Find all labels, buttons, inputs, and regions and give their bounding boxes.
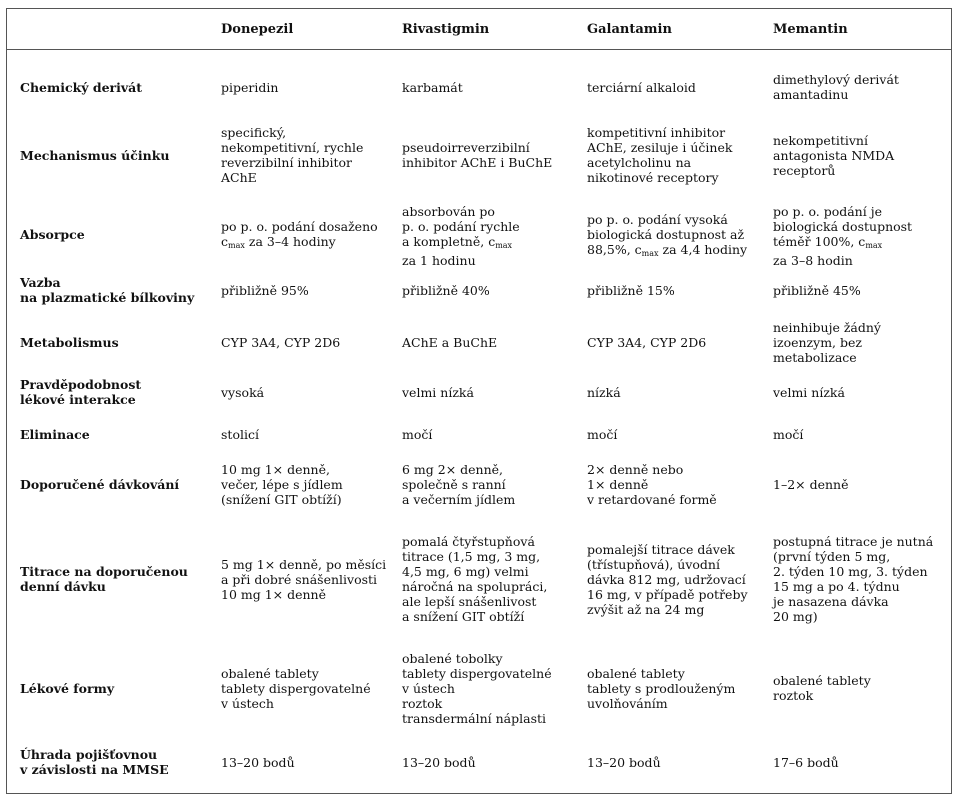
row-label: Úhrada pojišťovnou v závislosti na MMSE <box>20 747 169 777</box>
table-cell: nízká <box>587 384 621 400</box>
table-cell: 1–2× denně <box>773 476 849 492</box>
table-cell: CYP 3A4, CYP 2D6 <box>221 334 341 350</box>
table-cell: 6 mg 2× denně, společně s ranní a večerním jídlem <box>402 461 516 507</box>
table-cell: velmi nízká <box>402 384 474 400</box>
header-divider <box>7 49 951 50</box>
column-header-galantamin: Galantamin <box>587 21 672 37</box>
table-cell: vysoká <box>221 384 265 400</box>
table-cell: pomalá čtyřstupňová titrace (1,5 mg, 3 mg, 4,5 mg, 6 mg) velmi náročná na spolupráci, ale lepší snášenlivost a snížení GIT obtíží <box>402 534 548 624</box>
table-cell: přibližně 40% <box>402 282 490 298</box>
table-cell: po p. o. podání je biologická dostupnost téměř 100%, $c_{max}$ za 3–8 hodin <box>773 204 913 268</box>
table-cell: nekompetitivní antagonista NMDA receptorů <box>773 132 895 178</box>
table-cell: přibližně 15% <box>587 282 675 298</box>
table-cell: močí <box>587 426 618 442</box>
table-cell: CYP 3A4, CYP 2D6 <box>587 334 707 350</box>
table-cell: postupná titrace je nutná (první týden 5 mg, 2. týden 10 mg, 3. týden 15 mg a po 4. týdnu je nasazena dávka 20 mg) <box>773 534 934 624</box>
table-cell: kompetitivní inhibitor AChE, zesiluje i účinek acetylcholinu na nikotinové receptory <box>587 125 733 185</box>
table-cell: 10 mg 1× denně, večer, lépe s jídlem (snížení GIT obtíží) <box>221 461 343 507</box>
table-cell: 5 mg 1× denně, po měsíci a při dobré snášenlivosti 10 mg 1× denně <box>221 556 387 602</box>
table-cell: obalené tobolky tablety dispergovatelné v ústech roztok transdermální náplasti <box>402 650 552 726</box>
table-cell: močí <box>402 426 433 442</box>
table-cell: obalené tablety tablety s prodlouženým uvolňováním <box>587 665 736 711</box>
row-label: Titrace na doporučenou denní dávku <box>20 564 188 594</box>
column-header-rivastigmin: Rivastigmin <box>402 21 490 37</box>
table-cell: AChE a BuChE <box>402 334 498 350</box>
row-label: Chemický derivát <box>20 79 143 95</box>
table-cell: piperidin <box>221 79 279 95</box>
table-cell: 13–20 bodů <box>587 754 661 770</box>
table-cell: 13–20 bodů <box>402 754 476 770</box>
row-label: Lékové formy <box>20 680 115 696</box>
row-label: Absorpce <box>20 226 85 242</box>
table-cell: přibližně 95% <box>221 282 309 298</box>
table-cell: 13–20 bodů <box>221 754 295 770</box>
table-cell: dimethylový derivát amantadinu <box>773 72 899 102</box>
row-label: Doporučené dávkování <box>20 476 180 492</box>
column-header-memantin: Memantin <box>773 21 848 37</box>
table-cell: 2× denně nebo 1× denně v retardované formě <box>587 461 717 507</box>
row-label: Eliminace <box>20 426 90 442</box>
column-header-donepezil: Donepezil <box>221 21 294 37</box>
table-cell: absorbován po p. o. podání rychle a kompletně, $c_{max}$ za 1 hodinu <box>402 204 520 268</box>
drug-comparison-table <box>6 8 952 794</box>
table-cell: obalené tablety roztok <box>773 673 871 703</box>
row-label: Mechanismus účinku <box>20 147 170 163</box>
table-cell: močí <box>773 426 804 442</box>
table-cell: neinhibuje žádný izoenzym, bez metabolizace <box>773 319 881 365</box>
table-cell: pomalejší titrace dávek (třístupňová), úvodní dávka 812 mg, udržovací 16 mg, v případě potřeby zvýšit až na 24 mg <box>587 541 748 617</box>
table-cell: specifický, nekompetitivní, rychle reverzibilní inhibitor AChE <box>221 125 364 185</box>
row-label: Metabolismus <box>20 334 119 350</box>
table-cell: po p. o. podání dosaženo $c_{max}$ za 3–4 hodiny <box>221 219 378 250</box>
row-label: Pravděpodobnost lékové interakce <box>20 377 142 407</box>
table-cell: karbamát <box>402 79 463 95</box>
table-cell: přibližně 45% <box>773 282 861 298</box>
table-cell: obalené tablety tablety dispergovatelné v ústech <box>221 665 371 711</box>
table-cell: pseudoirreverzibilní inhibitor AChE i BuChE <box>402 140 553 170</box>
table-cell: po p. o. podání vysoká biologická dostupnost až 88,5%, $c_{max}$ za 4,4 hodiny <box>587 211 748 258</box>
table-cell: stolicí <box>221 426 259 442</box>
table-cell: velmi nízká <box>773 384 845 400</box>
table-cell: terciární alkaloid <box>587 79 696 95</box>
table-cell: 17–6 bodů <box>773 754 839 770</box>
row-label: Vazba na plazmatické bílkoviny <box>20 275 195 305</box>
